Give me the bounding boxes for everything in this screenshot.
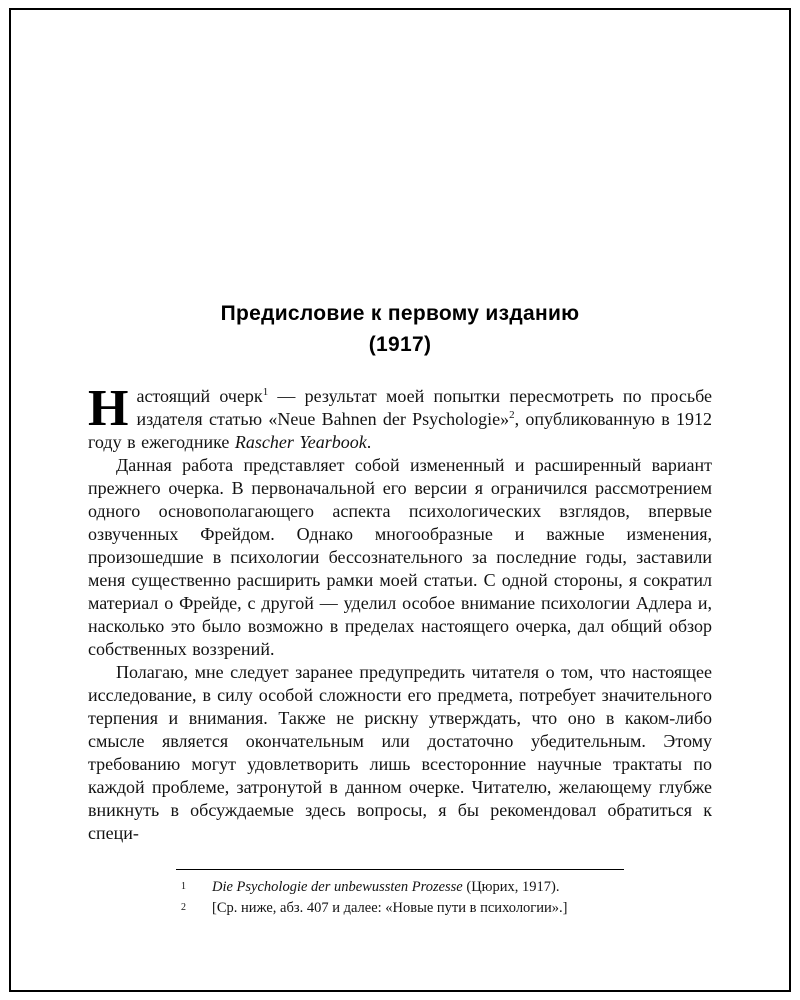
chapter-subtitle: (1917) — [368, 333, 432, 356]
paragraph-1-text: — результат моей попытки пересмотреть по просьбе издателя статью «Neue Bahnen der Psychologie» — [136, 386, 712, 429]
footnote-text: (Цюрих, 1917). — [462, 879, 560, 895]
body-text — [88, 380, 712, 845]
paragraph-1 — [88, 380, 712, 454]
paragraph-1-text: , опубликованную в 1912 году в ежегоднике — [88, 409, 712, 452]
page-content — [88, 0, 712, 916]
footnote-italic-text: Die Psychologie der unbewussten Prozesse — [212, 879, 463, 895]
footnote-marker: 1 — [181, 881, 186, 892]
footnote-separator — [176, 869, 624, 870]
chapter-heading — [88, 298, 712, 360]
footnote — [176, 877, 624, 898]
paragraph-1-text: . — [366, 432, 372, 452]
footnote-text: [Ср. ниже, абз. 407 и далее: «Новые пути в психологии».] — [212, 900, 568, 916]
footnote-ref-2: 2 — [509, 409, 515, 421]
drop-cap: Н — [88, 380, 129, 437]
paragraph-2: Данная работа представляет собой измененный и расширенный вариант прежнего очерка. В первоначальной его версии я ограничился рассмотрением одного основополагающего аспекта психологических взглядов, впервые озвученных Фрейдом. Однако многообразные и важные изменения, произошедшие в психологии бессознательного за последние годы, заставили меня существенно расширить рамки моей статьи. С одной стороны, я сократил материал о Фрейде, с другой — уделил особое внимание психологии Адлера и, насколько это было возможно в пределах настоящего очерка, дал общий обзор собственных воззрений. — [88, 455, 712, 659]
chapter-title: Предисловие к первому изданию — [220, 302, 580, 325]
paragraph-1-text: астоящий очерк — [136, 386, 263, 406]
footnote-ref-1: 1 — [262, 386, 269, 398]
footnote — [176, 898, 624, 919]
footnotes-section — [176, 869, 624, 919]
footnote-marker: 2 — [181, 902, 186, 913]
paragraph-3: Полагаю, мне следует заранее предупредить читателя о том, что настоящее исследование, в силу особой сложности его предмета, потребует значительного терпения и внимания. Также не рискну утверждать, что оно в каком-либо смысле является окончательным или достаточно убедительным. Этому требованию могут удовлетворить лишь всесторонние научные трактаты по каждой проблеме, затронутой в данном очерке. Читателю, желающему глубже вникнуть в обсуждаемые здесь вопросы, я бы рекомендовал обратиться к специ- — [88, 662, 712, 843]
italic-title: Rascher Yearbook — [234, 432, 367, 452]
